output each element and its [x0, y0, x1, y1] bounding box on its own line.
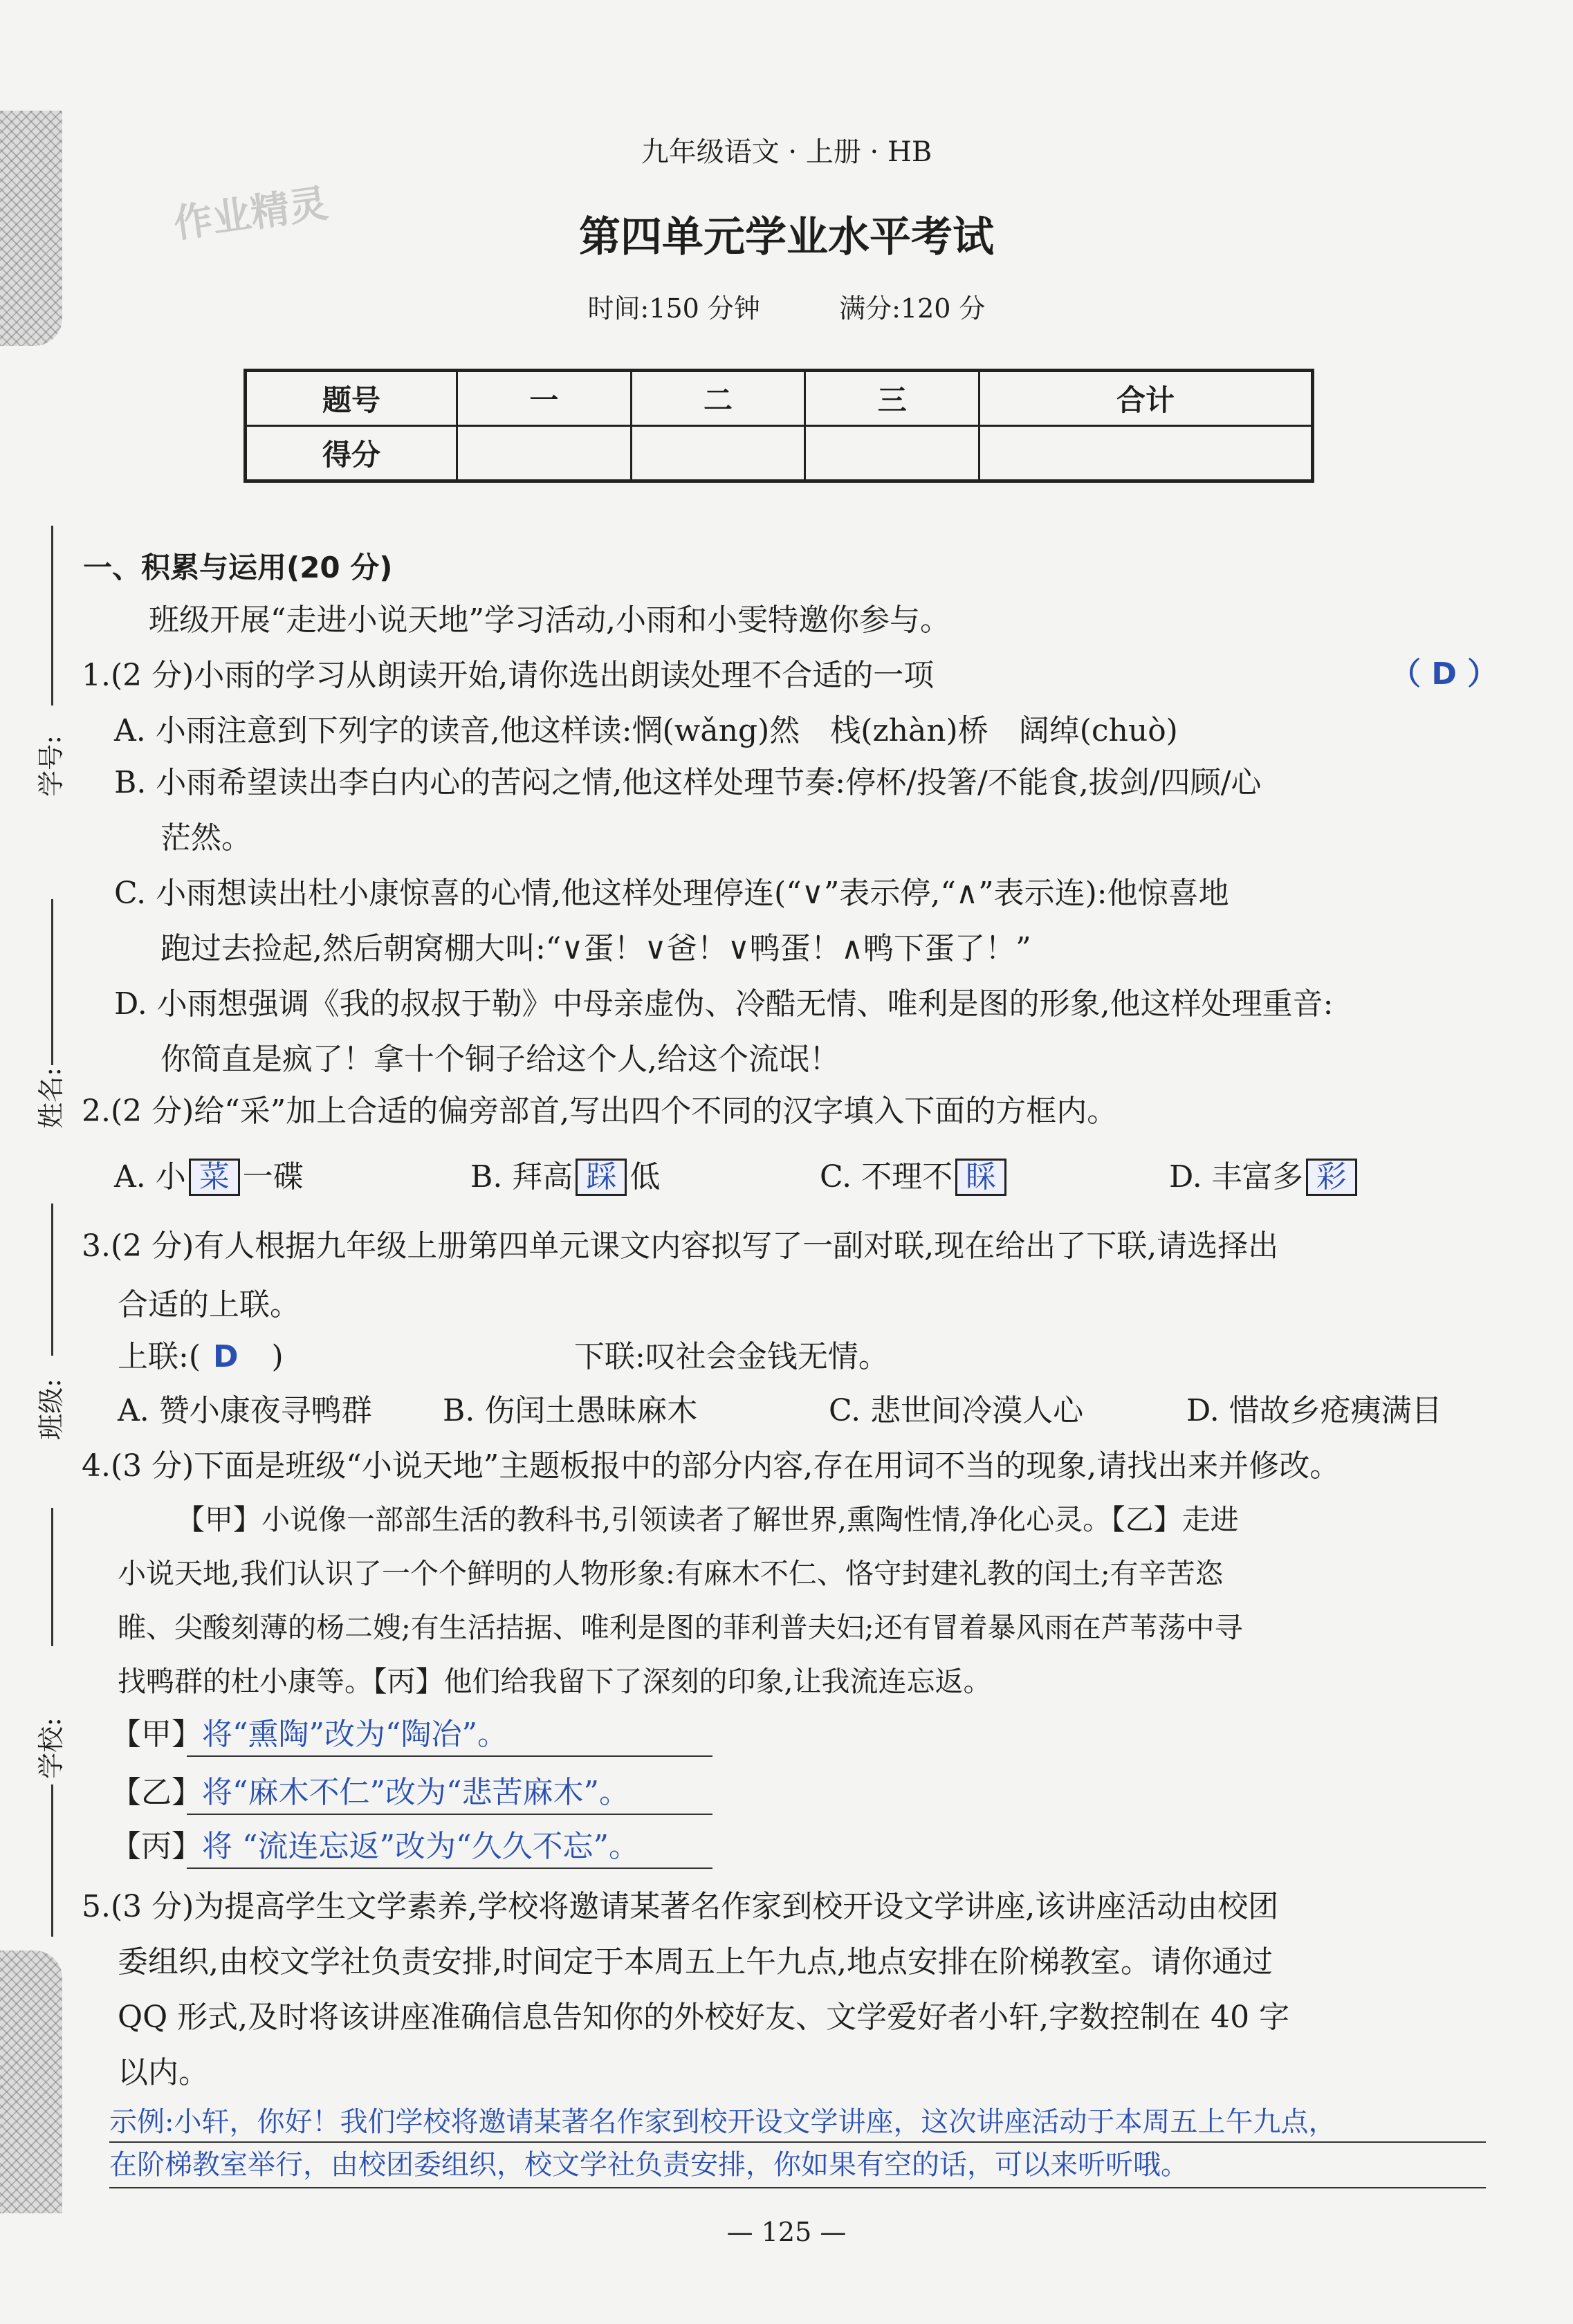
- score-header-cell: 题号: [246, 371, 457, 426]
- margin-label-xuexiao: 学校:: [35, 1717, 66, 1779]
- q3-xialian: 下联:叹社会金钱无情。: [574, 1339, 889, 1374]
- score-header-cell: 一: [457, 371, 632, 426]
- q1-answer: （ D ）: [1390, 656, 1498, 692]
- q4-bing-label: 【丙】: [111, 1829, 202, 1864]
- exam-full-score: 满分:120 分: [839, 293, 986, 324]
- q4-bing-answer[interactable]: 将 “流连忘返”改为“久久不忘”。: [202, 1829, 639, 1864]
- q3-shanglian: [118, 1339, 284, 1374]
- q1-option-c-2: 跑过去捡起,然后朝窝棚大叫:“∨蛋！∨爸！∨鸭蛋！∧鸭下蛋了！”: [160, 931, 1031, 966]
- series-label: 九年级语文 · 上册 · HB: [641, 136, 932, 168]
- q2-b-suffix: 低: [629, 1159, 661, 1195]
- page-number: — 125 —: [726, 2217, 847, 2247]
- q4-yi-row: [111, 1775, 629, 1810]
- q2-stem: 2.(2 分)给“采”加上合适的偏旁部首,写出四个不同的汉字填入下面的方框内。: [82, 1094, 1118, 1129]
- q4-stem: 4.(3 分)下面是班级“小说天地”主题板报中的部分内容,存在用词不当的现象,请找出来并修改。: [82, 1448, 1341, 1484]
- q5-stem-3: QQ 形式,及时将该讲座准确信息告知你的外校好友、文学爱好者小轩,字数控制在 40 字: [118, 2000, 1290, 2035]
- q5-answer-line-2[interactable]: 在阶梯教室举行，由校团委组织，校文学社负责安排，你如果有空的话，可以来听听哦。: [109, 2149, 1188, 2181]
- q4-yi-answer[interactable]: 将“麻木不仁”改为“悲苦麻木”。: [202, 1775, 629, 1810]
- q3-stem-1: 3.(2 分)有人根据九年级上册第四单元课文内容拟写了一副对联,现在给出了下联,请选择出: [82, 1228, 1279, 1264]
- margin-line-2: [51, 899, 53, 1065]
- q1-option-c-1: C. 小雨想读出杜小康惊喜的心情,他这样处理停连(“∨”表示停,“∧”表示连):他惊喜地: [114, 876, 1229, 911]
- q4-passage-line-1: 【甲】小说像一部部生活的教科书,引领读者了解世界,熏陶性情,净化心灵。【乙】走进: [176, 1503, 1239, 1536]
- q2-d-answer-box[interactable]: 彩: [1306, 1159, 1357, 1196]
- q4-bing-row: [111, 1829, 639, 1864]
- q4-jia-answer[interactable]: 将“熏陶”改为“陶冶”。: [202, 1717, 508, 1752]
- q4-jia-label: 【甲】: [111, 1717, 202, 1752]
- q1-option-a: A. 小雨注意到下列字的读音,他这样读:惘(wǎng)然 栈(zhàn)桥 阔绰(chuò): [114, 713, 1178, 748]
- q4-yi-underline: [187, 1814, 712, 1815]
- q2-option-b: [470, 1159, 660, 1196]
- score-header-cell: 合计: [979, 371, 1313, 426]
- q2-option-d: [1169, 1159, 1360, 1196]
- score-header-cell: 二: [631, 371, 805, 426]
- q3-option-d: D. 惜故乡疮痍满目: [1186, 1393, 1442, 1428]
- q4-jia-underline: [187, 1755, 712, 1757]
- exam-time: 时间:150 分钟: [587, 293, 760, 324]
- q2-b-prefix: B. 拜高: [470, 1159, 573, 1195]
- score-cell[interactable]: [805, 426, 979, 481]
- q5-stem-4: 以内。: [118, 2055, 209, 2090]
- q2-option-a: [114, 1159, 304, 1196]
- q5-answer-underline-2: [109, 2187, 1486, 2188]
- score-header-cell: 三: [805, 371, 979, 426]
- q2-b-answer-box[interactable]: 踩: [576, 1159, 627, 1196]
- q1-stem: 1.(2 分)小雨的学习从朗读开始,请你选出朗读处理不合适的一项: [82, 658, 935, 693]
- margin-line-5: [51, 1784, 53, 1937]
- watermark-logo: 作业精灵: [171, 181, 331, 248]
- q4-passage-line-4: 找鸭群的杜小康等。【丙】他们给我留下了深刻的印象,让我流连忘返。: [118, 1665, 992, 1698]
- margin-line-4: [51, 1508, 53, 1646]
- score-cell[interactable]: [631, 426, 805, 481]
- q3-shanglian-close: ): [271, 1339, 284, 1374]
- q4-passage-line-3: 睢、尖酸刻薄的杨二嫂;有生活拮据、唯利是图的菲利普夫妇;还有冒着暴风雨在芦苇荡中寻: [118, 1611, 1243, 1644]
- q3-stem-2: 合适的上联。: [118, 1287, 300, 1322]
- q5-stem-2: 委组织,由校文学社负责安排,时间定于本周五上午九点,地点安排在阶梯教室。请你通过: [118, 1944, 1273, 1980]
- margin-label-banji: 班级:: [35, 1378, 66, 1440]
- q2-d-prefix: D. 丰富多: [1169, 1159, 1303, 1195]
- exam-meta: [0, 287, 1573, 325]
- q3-shanglian-answer[interactable]: D: [213, 1339, 239, 1374]
- section-intro: 班级开展“走进小说天地”学习活动,小雨和小雯特邀你参与。: [149, 602, 950, 638]
- q5-answer-line-1[interactable]: 示例:小轩，你好！我们学校将邀请某著名作家到校开设文学讲座，这次讲座活动于本周五上午九点，: [109, 2106, 1336, 2138]
- q2-option-c: [820, 1159, 1009, 1196]
- q4-bing-underline: [187, 1868, 712, 1869]
- q2-a-prefix: A. 小: [114, 1159, 186, 1195]
- q4-jia-row: [111, 1719, 508, 1750]
- q4-yi-label: 【乙】: [111, 1775, 202, 1810]
- q3-option-b: B. 伤闰土愚昧麻木: [443, 1393, 698, 1428]
- score-table: [243, 369, 1314, 483]
- q2-a-suffix: 一碟: [242, 1159, 304, 1195]
- score-row-label: 得分: [246, 426, 457, 481]
- section-heading: 一、积累与运用(20 分): [83, 551, 393, 584]
- margin-line-3: [51, 1204, 53, 1356]
- q2-c-answer-box[interactable]: 睬: [955, 1159, 1006, 1196]
- q2-c-prefix: C. 不理不: [820, 1159, 953, 1195]
- q2-a-answer-box[interactable]: 菜: [189, 1159, 240, 1196]
- margin-line-1: [51, 526, 53, 706]
- q5-stem-1: 5.(3 分)为提高学生文学素养,学校将邀请某著名作家到校开设文学讲座,该讲座活动由校团: [82, 1889, 1279, 1924]
- q1-option-b-1: B. 小雨希望读出李白内心的苦闷之情,他这样处理节奏:停杯/投箸/不能食,拔剑/四顾/心: [114, 765, 1262, 800]
- margin-label-xuehao: 学号:: [35, 735, 66, 797]
- q1-option-d-1: D. 小雨想强调《我的叔叔于勒》中母亲虚伪、冷酷无情、唯利是图的形象,他这样处理重音:: [114, 986, 1334, 1022]
- score-cell[interactable]: [979, 426, 1313, 481]
- q4-passage-line-2: 小说天地,我们认识了一个个鲜明的人物形象:有麻木不仁、恪守封建礼教的闰土;有辛苦恣: [118, 1557, 1224, 1590]
- page-title: 第四单元学业水平考试: [579, 213, 994, 261]
- margin-hatch-bottom: [0, 1950, 62, 2213]
- margin-label-xingming: 姓名:: [35, 1067, 66, 1129]
- q3-shanglian-label: 上联:(: [118, 1339, 201, 1374]
- q1-option-d-2: 你简直是疯了！拿十个铜子给这个人,给这个流氓！: [160, 1042, 840, 1077]
- score-cell[interactable]: [457, 426, 632, 481]
- q5-answer-underline-1: [109, 2141, 1486, 2143]
- q1-option-b-2: 茫然。: [160, 820, 252, 856]
- q3-option-c: C. 悲世间冷漠人心: [829, 1393, 1084, 1428]
- q3-option-a: A. 赞小康夜寻鸭群: [118, 1393, 372, 1428]
